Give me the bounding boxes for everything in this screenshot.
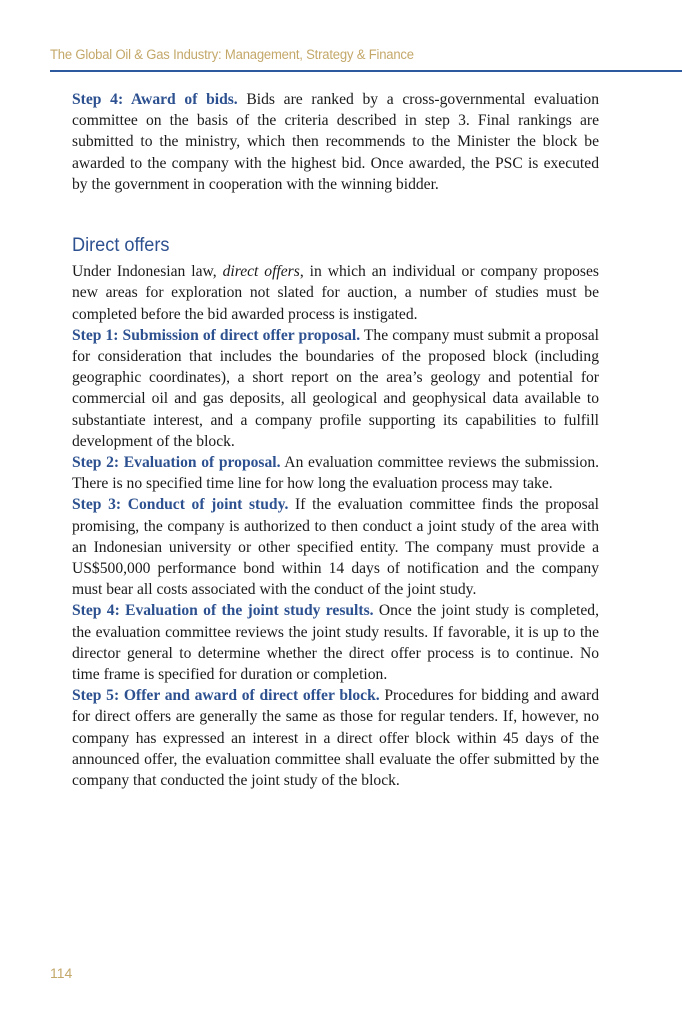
step-body: Bids are ranked by a cross-governmental evaluation committee on the basis of the criteria described in step 3. Final rankings are submitted to the ministry, which then recommends to the Minister the block be awarded to the company with the highest bid. Once awarded, the PSC is executed by the government in cooperation with the winning bidder. <box>72 91 599 193</box>
paragraph-step-2 <box>72 452 599 494</box>
step-body: If the evaluation committee finds the proposal promising, the company is authorized to then conduct a joint study of the area with an Indonesian university or other specified entity. The company must provide a US$500,000 performance bond within 14 days of notification and the company must bear all costs associated with the conduct of the joint study. <box>72 496 599 599</box>
paragraph-award-of-bids <box>72 89 599 195</box>
step-body: The company must submit a proposal for consideration that includes the boundaries of the proposed block (including geographic coordinates), a short report on the area’s geology and potential for commercial oil and gas deposits, all geological and geophysical data available to substantiate interest, and a company profile supporting its capabilities to fulfill development of the block. <box>72 326 599 450</box>
paragraph-step-5 <box>72 685 599 791</box>
intro-italic-term: direct offers <box>222 263 300 281</box>
paragraph-step-4 <box>72 600 599 685</box>
running-header: The Global Oil & Gas Industry: Management, Strategy & Finance <box>50 47 414 63</box>
intro-paragraph <box>72 261 599 325</box>
step-body: Procedures for bidding and award for direct offers are generally the same as those for regular tenders. If, however, no company has expressed an interest in a direct offer block within 45 days of the announced offer, the evaluation committee shall evaluate the offer submitted by the company that conducted the joint study of the block. <box>72 687 599 790</box>
step-title: Step 3: Conduct of joint study. <box>72 496 289 514</box>
step-title: Step 1: Submission of direct offer proposal. <box>72 326 361 344</box>
step-title: Step 4: Evaluation of the joint study results. <box>72 602 374 620</box>
paragraph-step-1 <box>72 325 599 452</box>
section-heading: Direct offers <box>72 234 170 257</box>
step-body: An evaluation committee reviews the submission. There is no specified time line for how long the evaluation process may take. <box>72 454 600 493</box>
step-body: Once the joint study is completed, the evaluation committee reviews the joint study results. If favorable, it is up to the director general to determine whether the direct offer process is to continue. No time frame is specified for duration or completion. <box>72 602 599 684</box>
page-body <box>72 89 599 791</box>
step-title: Step 2: Evaluation of proposal. <box>72 454 281 472</box>
step-title: Step 5: Offer and award of direct offer block. <box>72 687 380 705</box>
step-title: Step 4: Award of bids. <box>72 91 238 108</box>
header-rule <box>50 70 682 72</box>
intro-text-end: , in which an individual or company proposes new areas for exploration not slated for auction, a number of studies must be completed before the bid awarded process is instigated. <box>72 263 599 323</box>
paragraph-step-3 <box>72 494 599 600</box>
page-number: 114 <box>50 965 73 981</box>
intro-text-start: Under Indonesian law, <box>72 263 223 281</box>
